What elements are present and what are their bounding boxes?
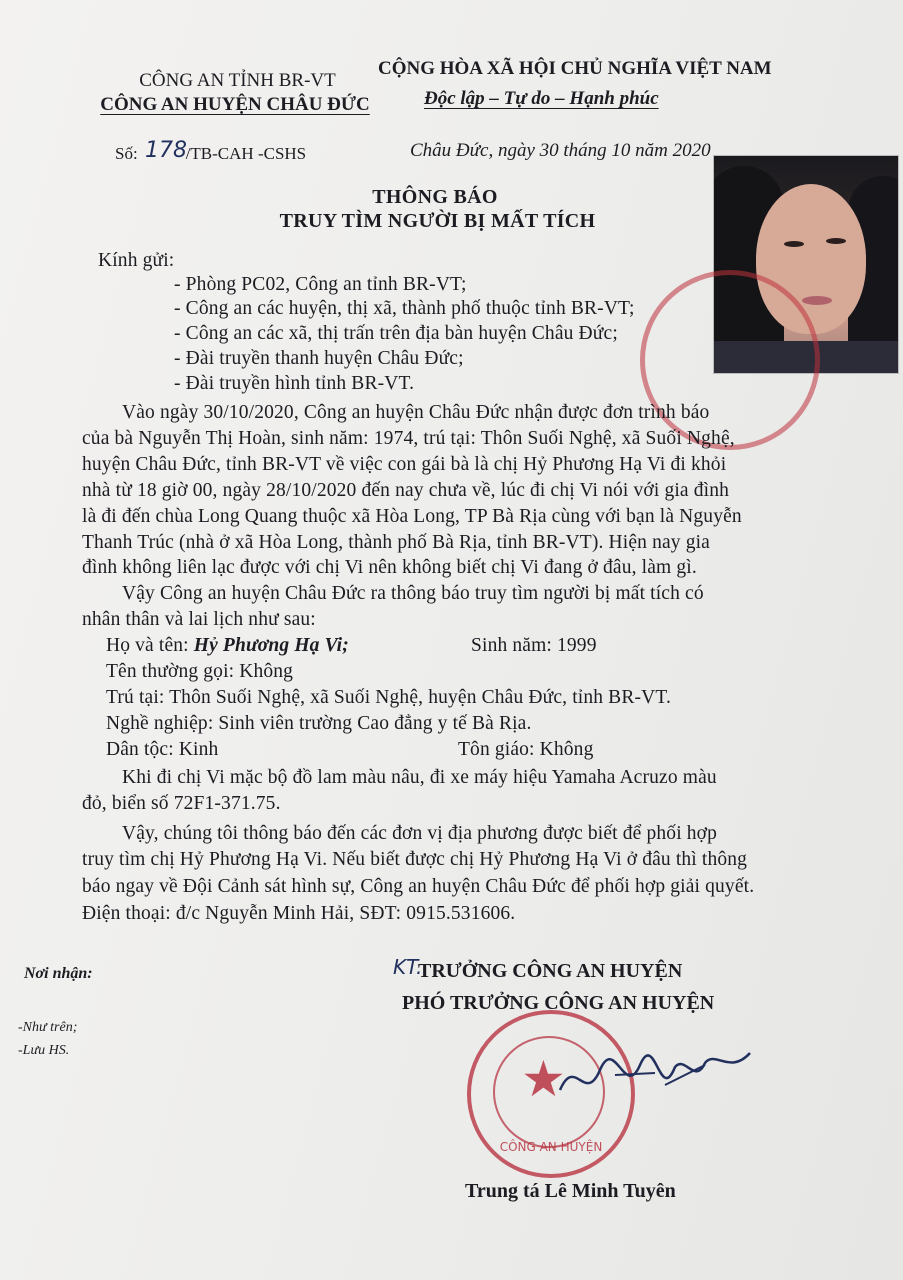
body-line: Khi đi chị Vi mặc bộ đồ lam màu nâu, đi xe máy hiệu Yamaha Acruzo màu <box>122 767 717 788</box>
religion: Tôn giáo: Không <box>458 739 594 760</box>
recipients-label: Kính gửi: <box>98 250 175 271</box>
star-icon: ★ <box>521 1051 566 1107</box>
body-line: Vào ngày 30/10/2020, Công an huyện Châu Đức nhận được đơn trình báo <box>122 402 710 423</box>
receivers-label: Nơi nhận: <box>24 965 93 982</box>
notice-subtitle: TRUY TÌM NGƯỜI BỊ MẤT TÍCH <box>279 210 596 232</box>
national-title: CỘNG HÒA XÃ HỘI CHỦ NGHĨA VIỆT NAM <box>378 58 772 79</box>
recipient-item: - Công an các xã, thị trấn trên địa bàn huyện Châu Đức; <box>174 323 618 344</box>
name-field <box>106 635 349 657</box>
name-value: Hỷ Phương Hạ Vi; <box>193 635 349 656</box>
nickname: Tên thường gọi: Không <box>106 661 294 682</box>
occupation: Nghề nghiệp: Sinh viên trường Cao đẳng y tế Bà Rịa. <box>106 713 532 734</box>
body-line: nhà từ 18 giờ 00, ngày 28/10/2020 đến nay chưa về, lúc đi chị Vi nói với gia đình <box>82 480 730 501</box>
reference-number <box>115 144 306 164</box>
ethnicity: Dân tộc: Kinh <box>106 739 219 760</box>
body-line: huyện Châu Đức, tỉnh BR-VT về việc con gái bà là chị Hỷ Phương Hạ Vi đi khỏi <box>82 454 727 475</box>
body-line: Vậy, chúng tôi thông báo đến các đơn vị địa phương được biết để phối hợp <box>122 823 718 844</box>
signature <box>555 1045 755 1115</box>
body-line: nhân thân và lai lịch như sau: <box>82 609 316 630</box>
signer-name: Trung tá Lê Minh Tuyên <box>465 1180 676 1202</box>
body-line: Điện thoại: đ/c Nguyễn Minh Hải, SĐT: 0915.531606. <box>82 903 516 924</box>
signer-deputy-title: PHÓ TRƯỞNG CÔNG AN HUYỆN <box>402 992 715 1014</box>
recipient-item: - Đài truyền hình tỉnh BR-VT. <box>174 373 415 394</box>
recipient-item: - Đài truyền thanh huyện Châu Đức; <box>174 348 464 369</box>
recipient-item: - Phòng PC02, Công an tỉnh BR-VT; <box>174 274 467 295</box>
recipient-item: - Công an các huyện, thị xã, thành phố thuộc tỉnh BR-VT; <box>174 298 635 319</box>
body-line: Vậy Công an huyện Châu Đức ra thông báo truy tìm người bị mất tích có <box>122 583 704 604</box>
agency-subdivision: CÔNG AN HUYỆN CHÂU ĐỨC <box>100 94 370 115</box>
body-line: đỏ, biển số 72F1-371.75. <box>82 793 281 814</box>
date-line: Châu Đức, ngày 30 tháng 10 năm 2020 <box>410 140 711 161</box>
body-line: truy tìm chị Hỷ Phương Hạ Vi. Nếu biết được chị Hỷ Phương Hạ Vi ở đâu thì thông <box>82 849 748 870</box>
agency-name: CÔNG AN TỈNH BR-VT <box>139 70 336 91</box>
signer-title: TRƯỞNG CÔNG AN HUYỆN <box>418 960 683 982</box>
birth-year: Sinh năm: 1999 <box>471 635 597 656</box>
national-motto: Độc lập – Tự do – Hạnh phúc <box>424 88 659 109</box>
body-line: Thanh Trúc (nhà ở xã Hòa Long, thành phố Bà Rịa, tỉnh BR-VT). Hiện nay gia <box>82 532 710 553</box>
body-line: báo ngay về Đội Cảnh sát hình sự, Công an huyện Châu Đức để phối hợp giải quyết. <box>82 876 755 897</box>
receiver-item: -Như trên; <box>18 1020 78 1035</box>
handwritten-kt: KT. <box>393 955 423 979</box>
receiver-item: -Lưu HS. <box>18 1043 70 1058</box>
ref-prefix: Số: <box>115 144 138 163</box>
handwritten-ref: 178 <box>145 138 187 163</box>
residence: Trú tại: Thôn Suối Nghệ, xã Suối Nghệ, huyện Châu Đức, tỉnh BR-VT. <box>106 687 672 708</box>
seal-text: CÔNG AN HUYỆN <box>499 1140 603 1154</box>
body-line: của bà Nguyễn Thị Hoàn, sinh năm: 1974, trú tại: Thôn Suối Nghệ, xã Suối Nghệ, <box>82 428 735 449</box>
body-line: đình không liên lạc được với chị Vi nên không biết chị Vi đang ở đâu, làm gì. <box>82 557 697 578</box>
ref-suffix: /TB-CAH -CSHS <box>185 144 307 163</box>
body-line: là đi đến chùa Long Quang thuộc xã Hòa Long, TP Bà Rịa cùng với bạn là Nguyễn <box>82 506 742 527</box>
notice-title: THÔNG BÁO <box>372 186 498 208</box>
name-label: Họ và tên: <box>106 635 194 656</box>
